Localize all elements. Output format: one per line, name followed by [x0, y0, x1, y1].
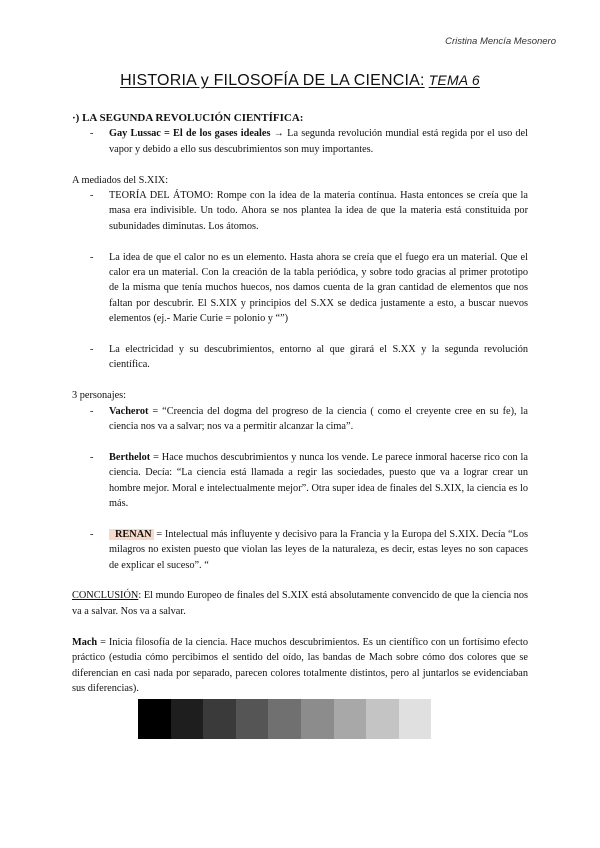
author-name: Cristina Mencía Mesonero [445, 36, 556, 47]
personajes-label: 3 personajes: [72, 390, 127, 402]
mach-band-swatch-10 [431, 699, 464, 739]
list-item-renan [72, 527, 528, 573]
mach-band-swatch-7 [334, 699, 367, 739]
list-item-berthelot [72, 450, 528, 512]
list-item-vacherot [72, 404, 528, 435]
berthelot-name: Berthelot [109, 451, 151, 463]
list-item-calor: - La idea de que el calor no es un elemento. Hasta ahora se creía que el fuego era un material. Que el calor era un material. Con la creación de la tabla periódica, y sobre todo gracias al primer prototipo de la misma que tenía muchos huecos, nos damos cuenta de la gran cantidad de elementos que nos faltan por descubrir. El S.XIX y principios del S.XX se dedica justamente a esto, a buscar nuevos elementos (ej.- Marie Curie = polonio y “”) [72, 250, 528, 327]
renan-name-highlight: RENAN [109, 529, 154, 540]
mach-band-swatch-8 [366, 699, 399, 739]
mediados-label: A mediados del S.XIX: [72, 174, 169, 186]
conclusion-paragraph [72, 588, 528, 619]
list-item-electricidad: - La electricidad y su descubrimientos, entorno al que girará el S.XX y la segunda revolución científica. [72, 342, 528, 373]
title-sub: TEMA 6 [428, 72, 480, 88]
mach-band-swatch-4 [236, 699, 269, 739]
conclusion-text: : El mundo Europeo de finales del S.XIX está absolutamente convencido de que la ciencia nos va a salvar. Nos va a salvar. [72, 590, 528, 617]
renan-text: = Intelectual más influyente y decisivo para la Francia y la Europa del S.XIX. Decía “Los milagros no existen puesto que violan las leyes de la naturaleza, es decir, estas leyes no son capaces de explicar el suceso”. “ [109, 528, 528, 571]
mach-band-swatch-3 [203, 699, 236, 739]
title-main: HISTORIA y FILOSOFÍA DE LA CIENCIA: [120, 72, 425, 89]
page-title [0, 72, 600, 90]
mach-band-swatch-6 [301, 699, 334, 739]
mach-band-swatch-9 [399, 699, 432, 739]
gay-lussac-text: → La segunda revolución mundial está regida por el uso del vapor y debido a ello sus descubrimientos son muy importantes. [109, 128, 528, 155]
section-heading: ·) LA SEGUNDA REVOLUCIÓN CIENTÍFICA: [72, 112, 304, 124]
gay-lussac-term: Gay Lussac = El de los gases ideales [109, 128, 271, 140]
mach-name: Mach [72, 636, 98, 648]
mach-paragraph [72, 635, 528, 697]
vacherot-text: = “Creencia del dogma del progreso de la ciencia ( como el creyente cree en su fe), la ciencia nos va a salvar; nos va a permitir alcanzar la cima”. [109, 405, 528, 433]
mach-text: = Inicia filosofía de la ciencia. Hace muchos descubrimientos. Es un científico con un fortísimo efecto práctico (estudia cómo percibimos el sentido del oído, las bandas de Mach sobre cómo dos colores que se diferencian en casi nada por separado, parecen colores totalmente distintos, pero al juntarlos se evidenciaban sus diferencias). [72, 636, 528, 694]
berthelot-text: = Hace muchos descubrimientos y nunca los vende. Le parece inmoral hacerse rico con la ciencia. Decía: “La ciencia está llamada a regir las sociedades, puesto que va a lograr crear un hombre mejor. Moral e intelectualmente mejor”. Otra super idea de finales del S.XIX, la ciencia es lo más. [109, 451, 528, 510]
conclusion-label: CONCLUSIÓN [72, 590, 139, 602]
list-item-gay-lussac [72, 126, 528, 157]
list-item-atomo: - TEORÍA DEL ÁTOMO: Rompe con la idea de la materia contínua. Hasta entonces se creía que la masa era indivisible. Un todo. Ahora se nos plantea la idea de que la materia está constituida por subunidades diminutas. Los átomos. [72, 188, 528, 234]
mach-band-swatch-5 [268, 699, 301, 739]
mach-bands-illustration [138, 699, 464, 739]
mach-band-swatch-1 [138, 699, 171, 739]
vacherot-name: Vacherot [109, 405, 149, 417]
document-body [72, 111, 528, 696]
mach-band-swatch-2 [171, 699, 204, 739]
